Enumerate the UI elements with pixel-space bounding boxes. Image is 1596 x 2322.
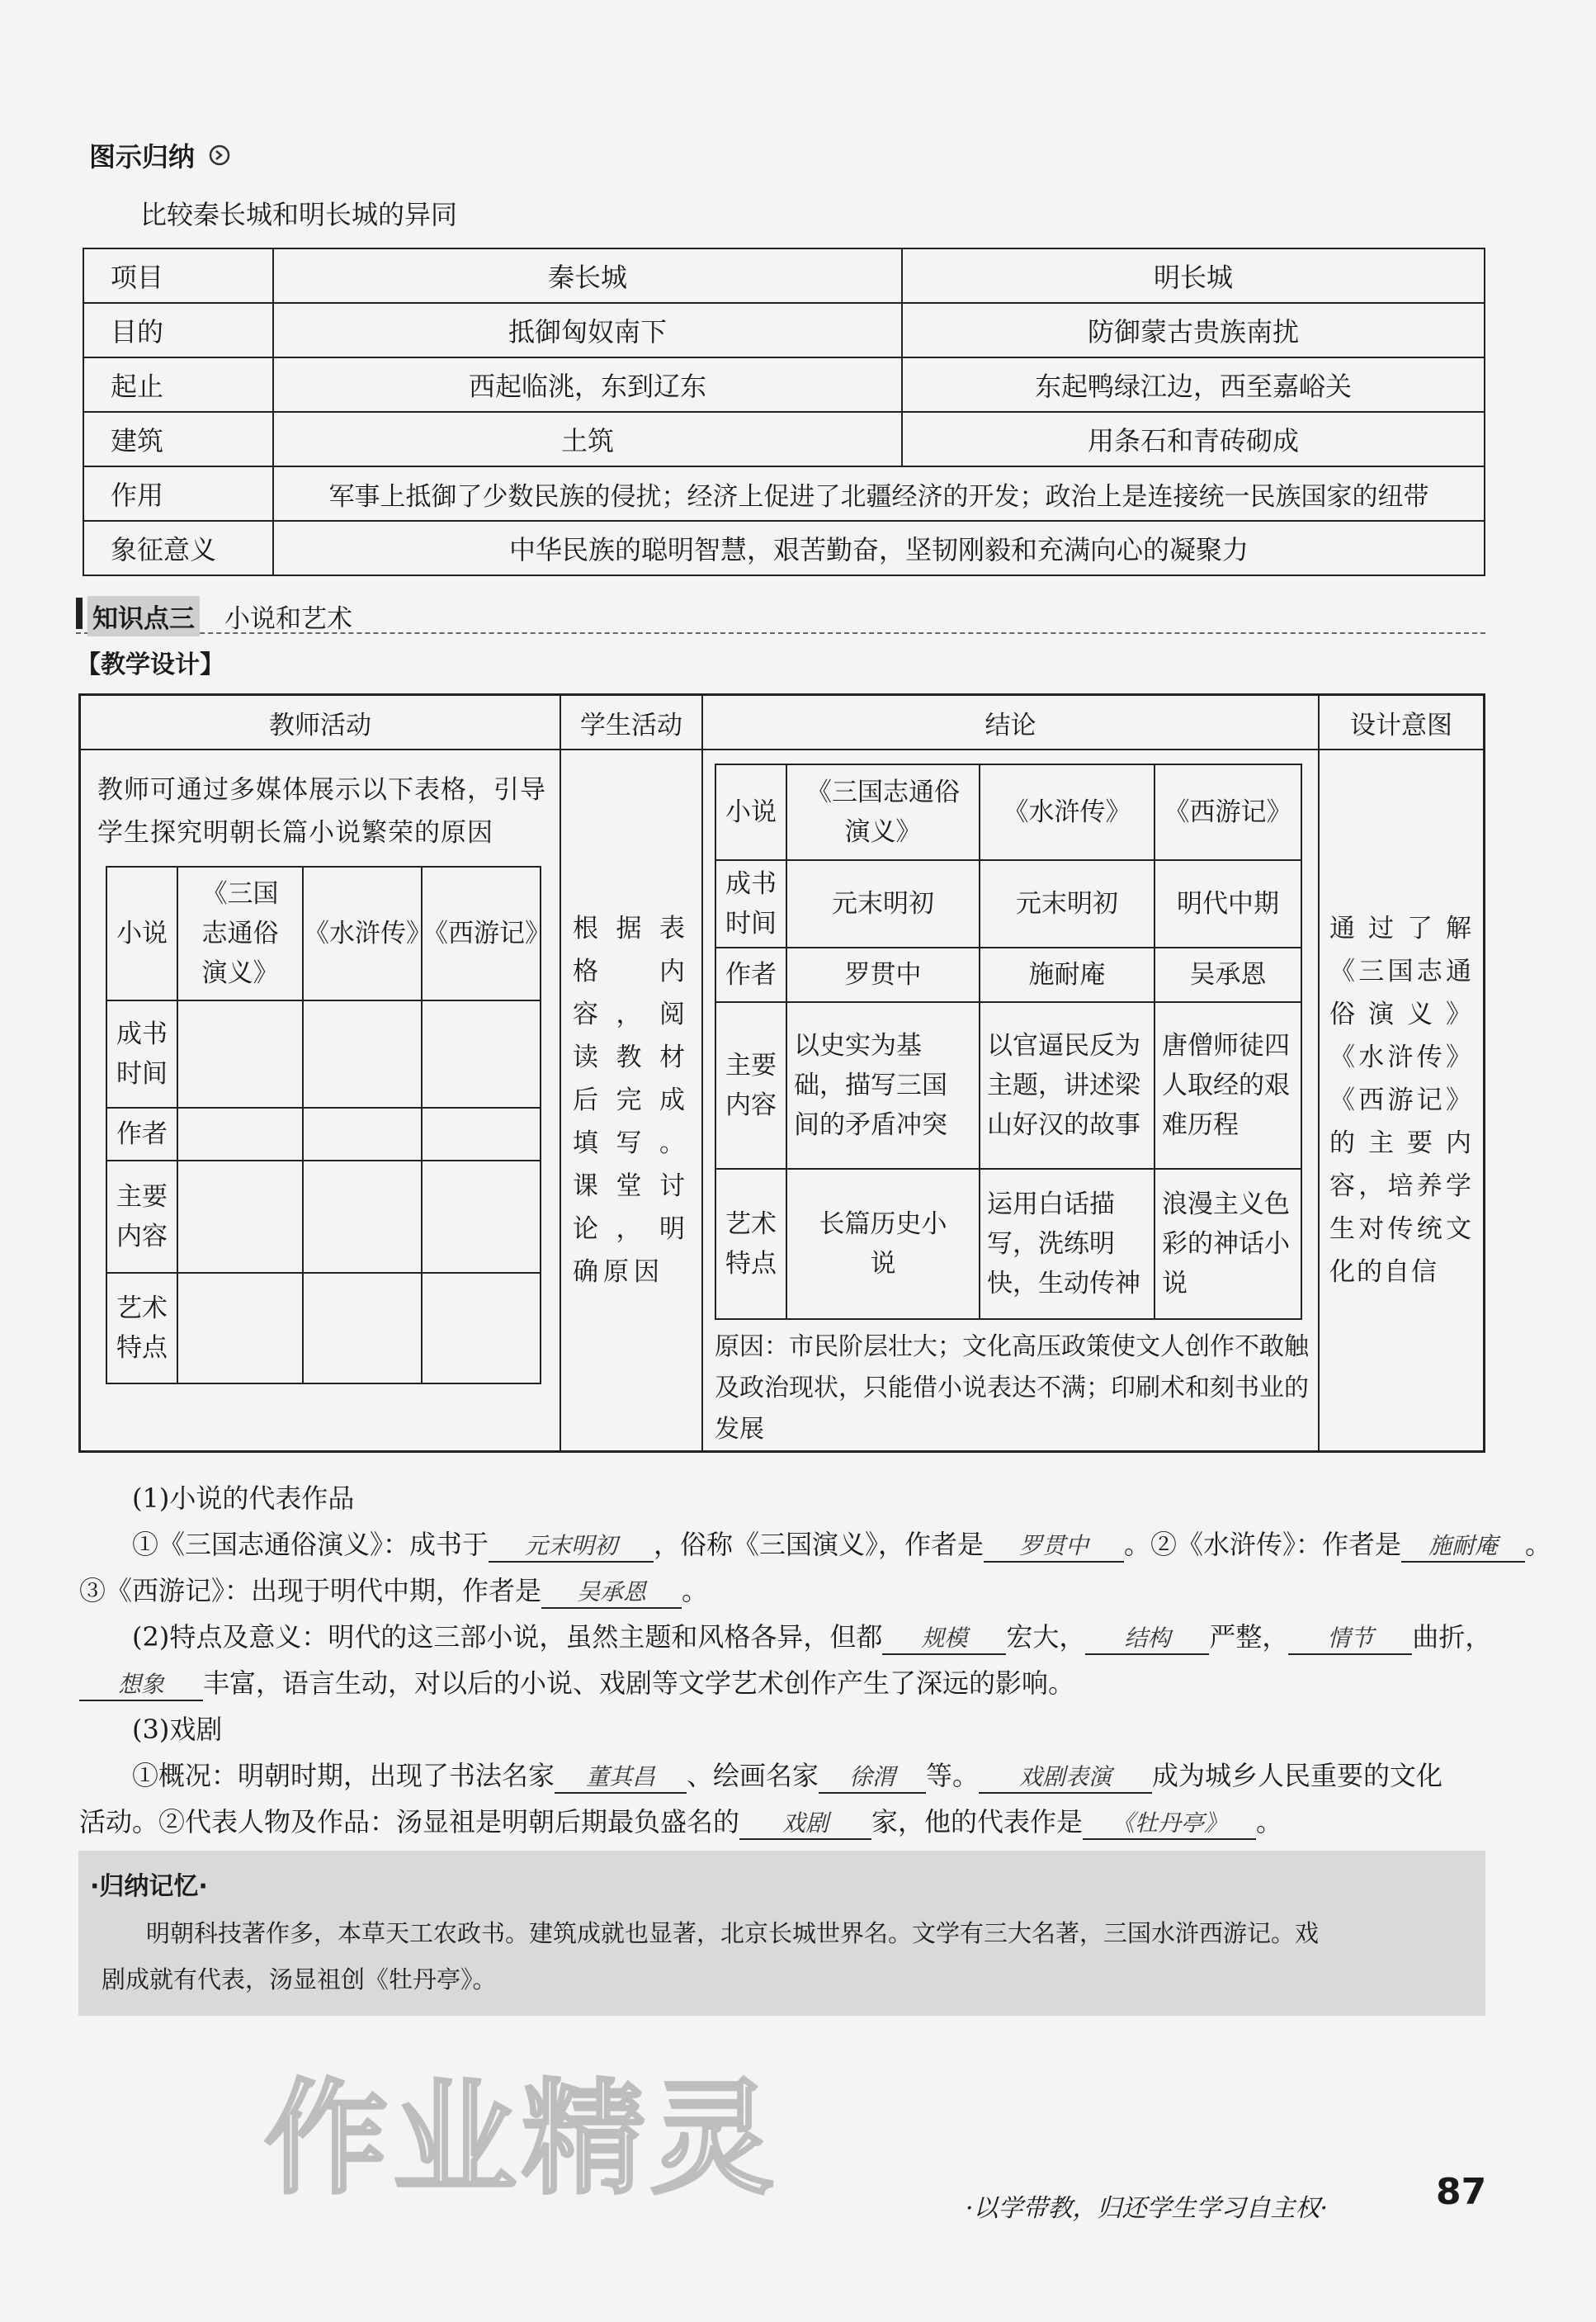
row-label: 成书时间 — [106, 1000, 177, 1108]
table-cell: 防御蒙古贵族南扰 — [902, 303, 1485, 357]
answer-blank[interactable]: 《牡丹亭》 — [1083, 1805, 1256, 1840]
answer-blank[interactable]: 情节 — [1288, 1620, 1412, 1655]
answer-blank[interactable]: 罗贯中 — [984, 1528, 1124, 1563]
note-text: 、绘画名家 — [687, 1760, 819, 1791]
table-cell: 土筑 — [273, 412, 902, 466]
note-text: 活动。②代表人物及作品：汤显祖是明朝后期最负盛名的 — [79, 1806, 740, 1837]
table-row — [106, 1108, 541, 1161]
table-cell: 《西游记》 — [422, 867, 541, 1000]
table-row — [83, 248, 1485, 303]
table-row — [715, 1002, 1301, 1169]
table-cell: 明代中期 — [1155, 860, 1301, 948]
note-text: ①《三国志通俗演义》：成书于 — [132, 1529, 489, 1560]
note-3-line-b — [79, 1801, 1282, 1840]
row-label: 起止 — [83, 357, 273, 412]
answer-blank[interactable]: 董其昌 — [555, 1759, 687, 1794]
table-header-cell: 学生活动 — [560, 695, 702, 750]
table-cell: 以官逼民反为主题，讲述梁山好汉的故事 — [980, 1002, 1155, 1169]
blank-cell[interactable] — [422, 1161, 541, 1273]
note-1-line-a — [132, 1524, 1551, 1563]
note-text: 。②《水浒传》：作者是 — [1124, 1529, 1402, 1560]
table-header-cell: 教师活动 — [80, 695, 561, 750]
blank-cell[interactable] — [422, 1108, 541, 1161]
watermark: 作业精灵 — [264, 2068, 780, 2211]
blank-cell[interactable] — [303, 1273, 422, 1383]
blank-cell[interactable] — [303, 1108, 422, 1161]
answer-blank[interactable]: 规模 — [882, 1620, 1006, 1655]
answer-blank[interactable]: 想象 — [79, 1667, 203, 1701]
compare-table — [83, 248, 1485, 576]
note-2-line-b — [79, 1662, 1074, 1701]
note-text: 。 — [1256, 1806, 1283, 1837]
row-label: 作用 — [83, 466, 273, 521]
answer-blank[interactable]: 戏剧表演 — [979, 1759, 1152, 1794]
student-text: 根据表格内容，阅读教材后完成填写。课堂讨论，明确原因 — [573, 914, 690, 1287]
note-text: 等。 — [926, 1760, 980, 1791]
answer-blank[interactable]: 施耐庵 — [1401, 1528, 1525, 1563]
footer-slogan: ·以学带教，归还学生学习自主权· — [966, 2194, 1329, 2223]
blank-cell[interactable] — [303, 1161, 422, 1273]
section-title-text: 图示归纳 — [89, 141, 196, 173]
table-cell: 中华民族的聪明智慧，艰苦勤奋，坚韧刚毅和充满向心的凝聚力 — [273, 521, 1485, 575]
student-activity-cell — [560, 750, 702, 1452]
table-row — [106, 1000, 541, 1108]
reason-text: 原因：市民阶层壮大；文化高压政策使文人创作不敢触及政治现状，只能借小说表达不满；印刷术和刻书业的发展 — [715, 1332, 1309, 1444]
table-header-cell: 结论 — [702, 695, 1319, 750]
teaching-design-label: 【教学设计】 — [76, 650, 224, 679]
teacher-text: 教师可通过多媒体展示以下表格，引导学生探究明朝长篇小说繁荣的原因 — [97, 775, 546, 848]
page-number: 87 — [1436, 2171, 1487, 2213]
design-intent-cell — [1319, 750, 1485, 1452]
table-cell: 《三国志通俗演义》 — [177, 867, 303, 1000]
table-row — [80, 750, 1485, 1452]
memo-line-2: 剧成就有代表，汤显祖创《牡丹亭》。 — [102, 1965, 497, 1993]
table-row — [83, 466, 1485, 521]
table-row — [83, 521, 1485, 575]
row-label: 建筑 — [83, 412, 273, 466]
table-cell: 东起鸭绿江边，西至嘉峪关 — [902, 357, 1485, 412]
table-cell: 抵御匈奴南下 — [273, 303, 902, 357]
row-label: 主要内容 — [715, 1002, 786, 1169]
conclusion-table — [715, 764, 1302, 1320]
table-cell: 运用白话描写，洗练明快，生动传神 — [980, 1169, 1155, 1319]
row-label: 作者 — [715, 948, 786, 1002]
table-row — [106, 1161, 541, 1273]
blank-cell[interactable] — [177, 1273, 303, 1383]
table-cell: 元末明初 — [786, 860, 980, 948]
table-header-cell: 项目 — [83, 248, 273, 303]
note-text: 曲折， — [1412, 1621, 1492, 1653]
table-cell: 《三国志通俗演义》 — [786, 764, 980, 860]
answer-blank[interactable]: 戏剧 — [739, 1805, 871, 1840]
design-intent-text: 通过了解《三国志通俗演义》《水浒传》《西游记》的主要内容，培养学生对传统文化的自信 — [1329, 914, 1473, 1287]
note-1-title: (1)小说的代表作品 — [132, 1483, 355, 1514]
row-label: 成书时间 — [715, 860, 786, 948]
knowledge-point-bar — [76, 598, 83, 629]
design-table — [78, 693, 1485, 1453]
table-cell: 以史实为基础，描写三国间的矛盾冲突 — [786, 1002, 980, 1169]
note-text: 宏大， — [1006, 1621, 1086, 1653]
row-label: 象征意义 — [83, 521, 273, 575]
answer-blank[interactable]: 元末明初 — [489, 1528, 654, 1563]
table-cell: 《水浒传》 — [303, 867, 422, 1000]
row-label: 艺术特点 — [715, 1169, 786, 1319]
note-text: 家，他的代表作是 — [871, 1806, 1084, 1837]
table-row — [106, 867, 541, 1000]
blank-cell[interactable] — [303, 1000, 422, 1108]
table-cell: 元末明初 — [980, 860, 1155, 948]
table-header-cell: 秦长城 — [273, 248, 902, 303]
section-title — [89, 136, 230, 174]
table-cell: 用条石和青砖砌成 — [902, 412, 1485, 466]
table-cell: 浪漫主义色彩的神话小说 — [1155, 1169, 1301, 1319]
note-3-line-a — [132, 1755, 1443, 1794]
note-2-line-a — [132, 1616, 1491, 1655]
table-row — [83, 357, 1485, 412]
table-row — [106, 1273, 541, 1383]
table-row — [715, 860, 1301, 948]
note-text: ①概况：明朝时期，出现了书法名家 — [132, 1760, 555, 1791]
blank-cell[interactable] — [422, 1273, 541, 1383]
blank-cell[interactable] — [422, 1000, 541, 1108]
table-row — [83, 412, 1485, 466]
note-text: ，俗称《三国演义》，作者是 — [654, 1529, 985, 1560]
conclusion-cell — [702, 750, 1319, 1452]
table-cell: 长篇历史小说 — [786, 1169, 980, 1319]
blank-cell[interactable] — [177, 1108, 303, 1161]
knowledge-point-title: 小说和艺术 — [224, 604, 352, 634]
note-text: 成为城乡人民重要的文化 — [1152, 1760, 1443, 1791]
table-cell: 《西游记》 — [1155, 764, 1301, 860]
blank-cell[interactable] — [177, 1000, 303, 1108]
table-cell: 吴承恩 — [1155, 948, 1301, 1002]
note-text: (2)特点及意义：明代的这三部小说，虽然主题和风格各异，但都 — [132, 1621, 883, 1653]
table-cell: 军事上抵御了少数民族的侵扰；经济上促进了北疆经济的开发；政治上是连接统一民族国家的纽带 — [273, 466, 1485, 521]
table-cell: 小说 — [106, 867, 177, 1000]
note-3-title: (3)戏剧 — [132, 1714, 223, 1745]
table-cell: 唐僧师徒四人取经的艰难历程 — [1155, 1002, 1301, 1169]
knowledge-point-heading — [76, 593, 1485, 634]
teacher-blank-table — [106, 866, 550, 1384]
answer-blank[interactable]: 吴承恩 — [541, 1574, 682, 1609]
table-cell: 施耐庵 — [980, 948, 1155, 1002]
note-1-line-b — [79, 1570, 708, 1609]
answer-blank[interactable]: 结构 — [1085, 1620, 1209, 1655]
table-header-cell: 明长城 — [902, 248, 1485, 303]
table-cell: 西起临洮，东到辽东 — [273, 357, 902, 412]
table-cell: 小说 — [715, 764, 786, 860]
table-header-cell: 设计意图 — [1319, 695, 1485, 750]
table-row — [80, 695, 1485, 750]
row-label: 艺术特点 — [106, 1273, 177, 1383]
note-text: 。 — [682, 1575, 709, 1606]
memo-line-1: 明朝科技著作多，本草天工农政书。建筑成就也显著，北京长城世界名。文学有三大名著，三国水浒西游记。戏 — [146, 1919, 1320, 1947]
table-row — [715, 948, 1301, 1002]
note-text: ③《西游记》：出现于明代中期，作者是 — [79, 1575, 542, 1606]
row-label: 主要内容 — [106, 1161, 177, 1273]
note-text: 。 — [1525, 1529, 1552, 1560]
table-row — [83, 303, 1485, 357]
memo-box — [78, 1851, 1485, 2016]
teacher-activity-cell — [80, 750, 561, 1452]
table-row — [715, 764, 1301, 860]
note-text: 严整， — [1209, 1621, 1289, 1653]
compare-intro: 比较秦长城和明长城的异同 — [140, 199, 458, 230]
knowledge-point-tag: 知识点三 — [87, 596, 200, 636]
blank-cell[interactable] — [177, 1161, 303, 1273]
arrow-circle-icon — [209, 141, 230, 173]
answer-blank[interactable]: 徐渭 — [819, 1759, 926, 1794]
row-label: 目的 — [83, 303, 273, 357]
row-label: 作者 — [106, 1108, 177, 1161]
table-row — [715, 1169, 1301, 1319]
table-cell: 罗贯中 — [786, 948, 980, 1002]
table-cell: 《水浒传》 — [980, 764, 1155, 860]
note-text: 丰富，语言生动，对以后的小说、戏剧等文学艺术创作产生了深远的影响。 — [203, 1667, 1075, 1699]
memo-title: ·归纳记忆· — [90, 1872, 208, 1901]
